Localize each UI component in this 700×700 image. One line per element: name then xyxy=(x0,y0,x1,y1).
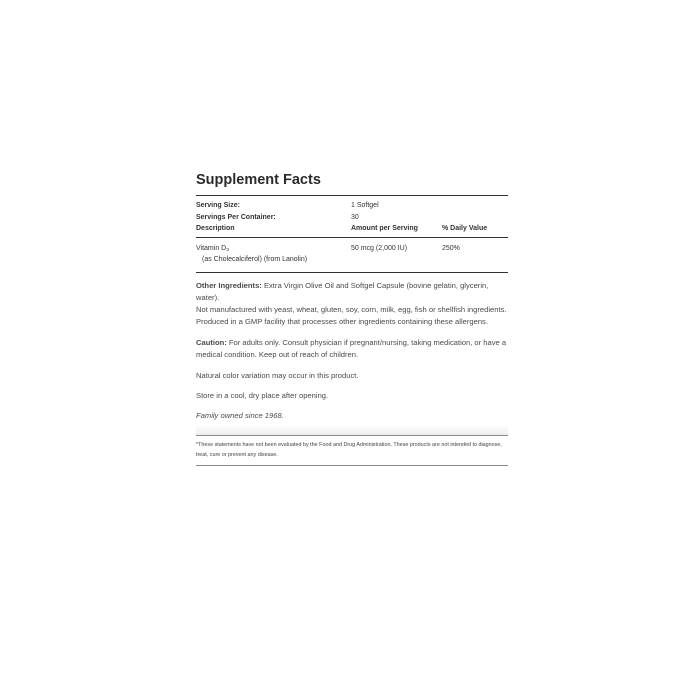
servings-per-container-label: Servings Per Container: xyxy=(196,213,276,221)
nutrient-table xyxy=(196,238,508,272)
panel-title: Supplement Facts xyxy=(196,172,321,188)
nutrient-name: Vitamin $D_3$ xyxy=(196,244,229,253)
label-notes xyxy=(196,273,508,422)
storage-note: Store in a cool, dry place after opening. xyxy=(196,390,329,400)
nutrient-row xyxy=(196,243,508,255)
other-ingredients-text: Extra Virgin Olive Oil and Softgel Capsule (bovine gelatin, glycerin, water). xyxy=(196,280,489,302)
amount-header: Amount per Serving xyxy=(351,225,418,232)
allergen-statement: Not manufactured with yeast, wheat, gluten, soy, corn, milk, egg, fish or shellfish ingredients. Produced in a GMP facility that processes other ingredients containing these allergens. xyxy=(196,304,507,326)
fda-disclaimer: *These statements have not been evaluated by the Food and Drug Administration. These products are not intended to diagnose, treat, cure or prevent any disease. xyxy=(196,441,502,458)
other-ingredients-label: Other Ingredients: xyxy=(196,280,262,290)
nutrient-source-row xyxy=(196,254,508,266)
section-fade xyxy=(196,425,508,435)
column-headers xyxy=(196,223,508,237)
bottom-divider xyxy=(196,465,508,466)
servings-per-container-value: 30 xyxy=(351,213,359,221)
caution-text: For adults only. Consult physician if pregnant/nursing, taking medication, or have a medical condition. Keep out of reach of children. xyxy=(196,337,507,359)
color-variation-note: Natural color variation may occur in this product. xyxy=(196,370,359,380)
description-header: Description xyxy=(196,225,235,232)
serving-info xyxy=(196,196,508,237)
serving-size-row xyxy=(196,200,508,212)
supplement-facts-panel xyxy=(196,168,508,466)
daily-value-header: % Daily Value xyxy=(442,225,488,232)
servings-per-container-row xyxy=(196,212,508,224)
nutrient-amount: 50 mcg (2,000 IU) xyxy=(351,244,408,252)
serving-size-label: Serving Size: xyxy=(196,202,240,209)
caution-label: Caution: xyxy=(196,337,227,347)
caution-statement xyxy=(196,337,508,361)
family-owned-note: Family owned since 1968. xyxy=(196,410,284,420)
nutrient-source: (as Cholecalciferol) (from Lanolin) xyxy=(202,256,308,263)
other-ingredients xyxy=(196,280,508,304)
nutrient-daily-value: 250% xyxy=(442,244,460,252)
serving-size-value: 1 Softgel xyxy=(351,202,379,209)
